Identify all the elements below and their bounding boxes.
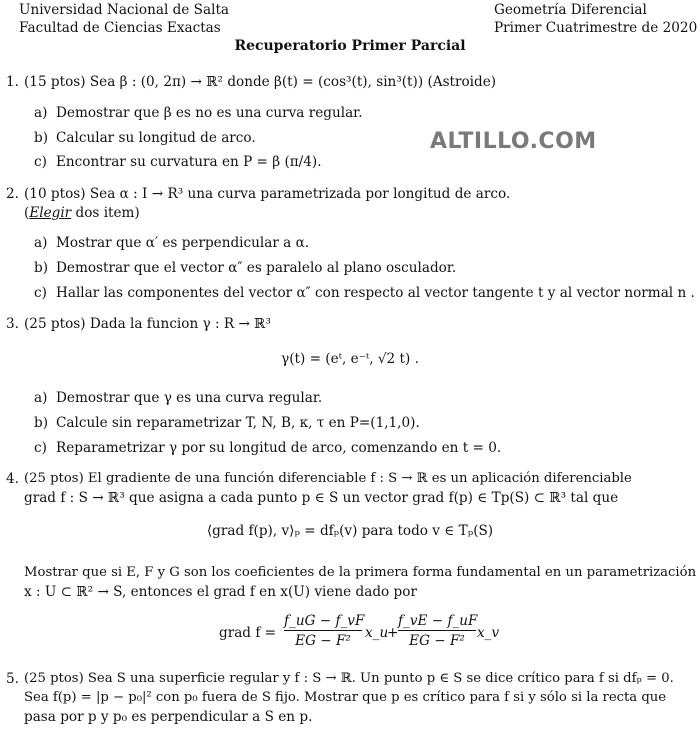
q2-note-elegir: Elegir xyxy=(29,205,72,221)
q4-frac1-vector: x_u xyxy=(365,625,389,641)
q1-item-a-text: Demostrar que β es no es una curva regular. xyxy=(56,105,363,121)
q2-item-b-text: Demostrar que el vector α″ es paralelo al plano osculador. xyxy=(56,260,457,276)
q1-number: 1. xyxy=(6,74,19,90)
q4-line2: grad f : S → ℝ³ que asigna a cada punto p ∈ S un vector grad f(p) ∈ Tp(S) ⊂ ℝ³ tal que xyxy=(24,490,619,506)
q2-item-a-text: Mostrar que α′ es perpendicular a α. xyxy=(56,235,310,251)
q4-frac2-bar xyxy=(398,630,476,631)
course-name: Geometría Diferencial xyxy=(494,2,647,18)
university-name: Universidad Nacional de Salta xyxy=(19,2,230,18)
watermark: ALTILLO.COM xyxy=(430,129,597,154)
q3-item-b: b) Calcule sin reparametrizar T, N, B, κ, τ en P=(1,1,0). xyxy=(34,415,420,431)
q1-item-c: c) Encontrar su curvatura en P = β (π/4). xyxy=(34,154,322,170)
q4-number: 4. xyxy=(6,471,19,487)
q3-stem: (25 ptos) Dada la funcion γ : R → ℝ³ xyxy=(24,316,271,332)
q5-line1: (25 ptos) Sea S una superficie regular y f : S → ℝ. Un punto p ∈ S se dice crítico para f si dfₚ = 0. xyxy=(24,671,674,686)
q3-item-b-text: Calcule sin reparametrizar T, N, B, κ, τ en P=(1,1,0). xyxy=(56,415,420,431)
q1-item-b-text: Calcular su longitud de arco. xyxy=(56,130,256,146)
q3-item-a: a) Demostrar que γ es una curva regular. xyxy=(34,390,323,406)
q1-item-b: b) Calcular su longitud de arco. xyxy=(34,130,256,146)
q4-line4: x : U ⊂ ℝ² → S, entonces el grad f en x(U) viene dado por xyxy=(24,584,417,600)
q4-formula1: ⟨grad f(p), v⟩ₚ = dfₚ(v) para todo v ∈ Tₚ(S) xyxy=(206,523,494,539)
q2-item-c: c) Hallar las componentes del vector α″ con respecto al vector tangente t y al vector normal n . xyxy=(34,285,695,301)
q2-note: (Elegir dos item) xyxy=(24,205,140,221)
q4-plus: + xyxy=(387,625,399,641)
q4-frac2-vector: x_v xyxy=(477,625,500,641)
q1-stem: (15 ptos) Sea β : (0, 2π) → ℝ² donde β(t) = (cos³(t), sin³(t)) (Astroide) xyxy=(24,74,497,90)
q4-frac1-bar xyxy=(284,630,362,631)
faculty-name: Facultad de Ciencias Exactas xyxy=(19,20,221,36)
q3-number: 3. xyxy=(6,316,19,332)
q5-line2: Sea f(p) = |p − p₀|² con p₀ fuera de S fijo. Mostrar que p es crítico para f si y sólo si la recta que xyxy=(24,690,667,705)
q2-note-rest: dos item) xyxy=(71,205,140,221)
q3-item-c-text: Reparametrizar γ por su longitud de arco, comenzando en t = 0. xyxy=(56,440,502,456)
q2-item-b: b) Demostrar que el vector α″ es paralelo al plano osculador. xyxy=(34,260,457,276)
q3-item-a-text: Demostrar que γ es una curva regular. xyxy=(56,390,323,406)
q2-stem: (10 ptos) Sea α : I → R³ una curva parametrizada por longitud de arco. xyxy=(24,186,511,202)
q5-line3: pasa por p y p₀ es perpendicular a S en p. xyxy=(24,709,313,725)
q4-frac1-numerator: f_uG − f_vF xyxy=(284,613,365,629)
q4-line3: Mostrar que si E, F y G son los coeficientes de la primera forma fundamental en un parametrización xyxy=(24,565,697,580)
q2-number: 2. xyxy=(6,186,19,202)
q2-item-c-text: Hallar las componentes del vector α″ con respecto al vector tangente t y al vector normal n . xyxy=(56,285,695,301)
term-label: Primer Cuatrimestre de 2020 xyxy=(494,20,698,36)
q2-item-a: a) Mostrar que α′ es perpendicular a α. xyxy=(34,235,310,251)
q3-formula: γ(t) = (eᵗ, e⁻ᵗ, √2 t) . xyxy=(281,351,419,367)
q5-number: 5. xyxy=(6,671,19,687)
q4-line1: (25 ptos) El gradiente de una función diferenciable f : S → ℝ es un aplicación diferenciable xyxy=(24,471,632,486)
q4-frac1-denominator: EG − F² xyxy=(295,633,351,649)
q4-frac2-denominator: EG − F² xyxy=(409,633,465,649)
q4-formula2-lhs: grad f = xyxy=(219,625,277,641)
q3-item-c: c) Reparametrizar γ por su longitud de arco, comenzando en t = 0. xyxy=(34,440,502,456)
exam-title: Recuperatorio Primer Parcial xyxy=(234,38,466,54)
q4-frac2-numerator: f_vE − f_uF xyxy=(398,613,478,629)
q1-item-c-text: Encontrar su curvatura en P = β (π/4). xyxy=(56,154,322,170)
q1-item-a: a) Demostrar que β es no es una curva regular. xyxy=(34,105,363,121)
